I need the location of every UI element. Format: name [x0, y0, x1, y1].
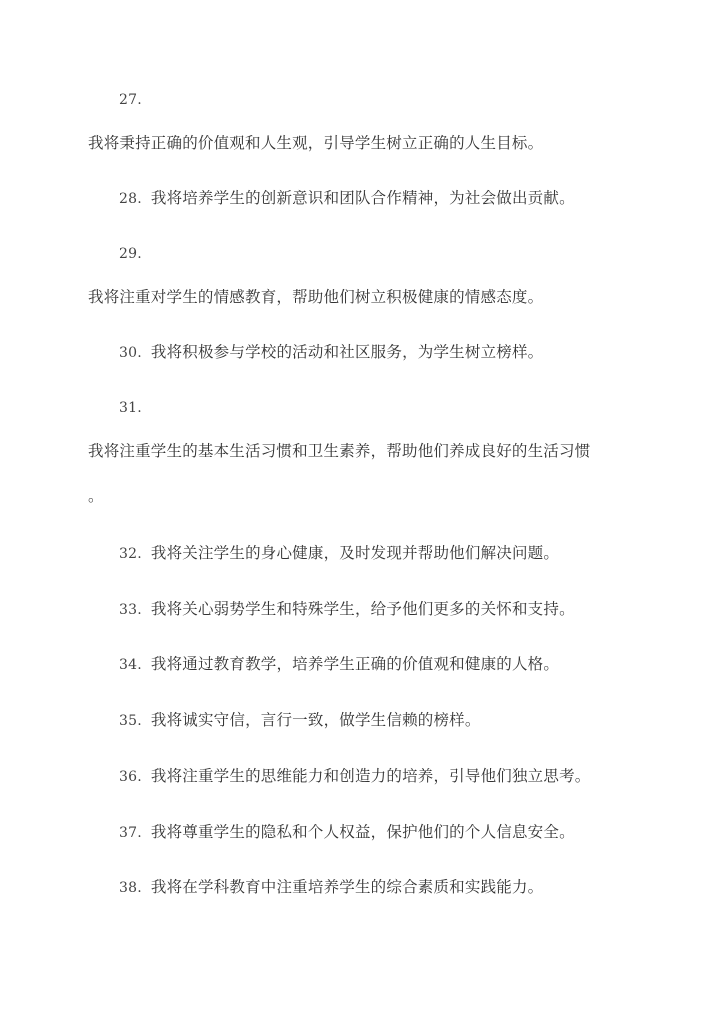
item-31-text-line-1 [88, 441, 590, 461]
item-number: 28. [119, 191, 142, 207]
item-number: 32. [119, 546, 142, 562]
item-number: 31. [119, 400, 142, 416]
item-number: 36. [119, 769, 142, 785]
item-31-number-line [119, 397, 142, 418]
item-text: 我将注重学生的思维能力和创造力的培养，引导他们独立思考。 [150, 767, 591, 785]
item-text: 我将关注学生的身心健康，及时发现并帮助他们解决问题。 [150, 544, 560, 562]
item-27-text-line [88, 133, 543, 153]
item-28 [119, 188, 575, 209]
item-number: 34. [119, 657, 142, 673]
item-number: 38. [119, 880, 142, 896]
item-30 [119, 342, 543, 363]
item-number: 30. [119, 345, 142, 361]
item-text: 我将秉持正确的价值观和人生观，引导学生树立正确的人生目标。 [88, 134, 544, 152]
item-32 [119, 543, 559, 564]
item-35 [119, 710, 481, 731]
item-number: 29. [119, 246, 142, 262]
item-text: 我将在学科教育中注重培养学生的综合素质和实践能力。 [150, 878, 544, 896]
item-number: 35. [119, 713, 142, 729]
item-text: 我将诚实守信，言行一致，做学生信赖的榜样。 [150, 711, 481, 729]
item-33 [119, 599, 575, 620]
item-text: 我将通过教育教学，培养学生正确的价值观和健康的人格。 [150, 655, 560, 673]
item-27-number-line [119, 89, 142, 110]
item-37 [119, 822, 575, 843]
item-number: 33. [119, 602, 142, 618]
item-text-continuation: 。 [88, 487, 104, 505]
item-38 [119, 877, 543, 898]
item-29-text-line [88, 287, 543, 307]
item-number: 37. [119, 825, 142, 841]
item-text: 我将尊重学生的隐私和个人权益，保护他们的个人信息安全。 [150, 823, 575, 841]
item-34 [119, 654, 559, 675]
item-31-text-line-2 [88, 486, 104, 506]
item-text: 我将培养学生的创新意识和团队合作精神，为社会做出贡献。 [150, 189, 575, 207]
item-number: 27. [119, 92, 142, 108]
item-36 [119, 766, 590, 787]
item-29-number-line [119, 243, 142, 264]
item-text: 我将积极参与学校的活动和社区服务，为学生树立榜样。 [150, 343, 544, 361]
item-text: 我将注重学生的基本生活习惯和卫生素养，帮助他们养成良好的生活习惯 [88, 442, 591, 460]
item-text: 我将关心弱势学生和特殊学生，给予他们更多的关怀和支持。 [150, 600, 575, 618]
item-text: 我将注重对学生的情感教育，帮助他们树立积极健康的情感态度。 [88, 288, 544, 306]
